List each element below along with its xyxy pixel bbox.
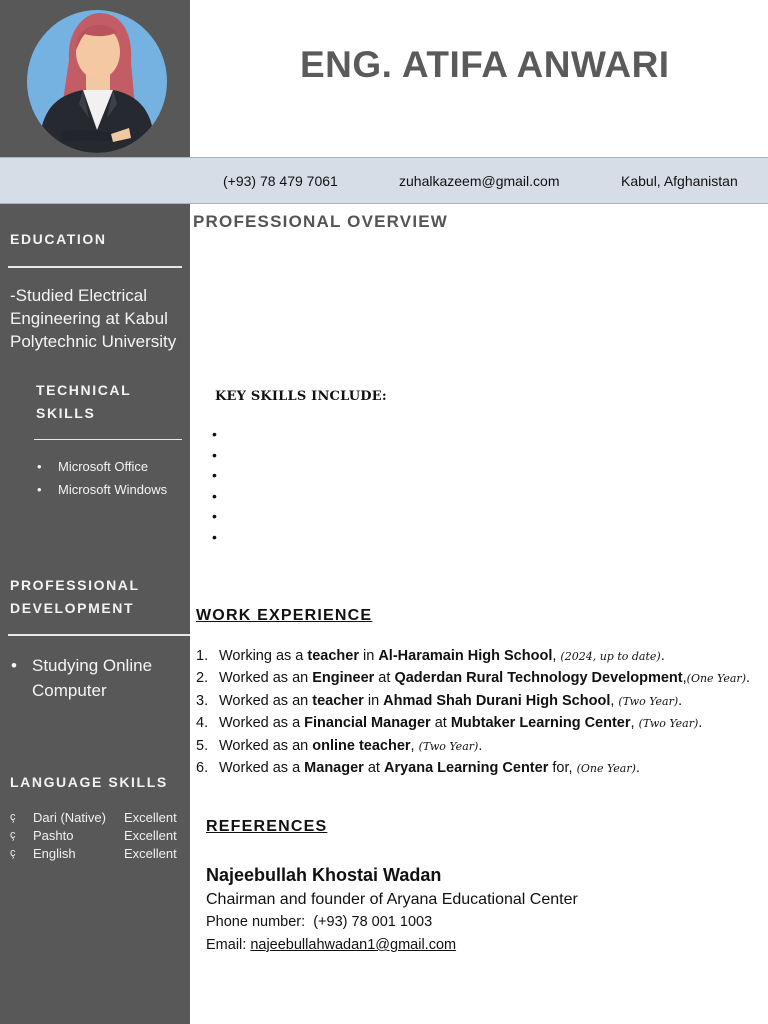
work-item: 3. Worked as an teacher in Ahmad Shah Durani High School, (Two Year). <box>196 692 683 709</box>
contact-location: Kabul, Afghanistan <box>621 173 738 189</box>
list-item: • <box>212 528 217 545</box>
language-row: ç Pashto Excellent <box>10 828 177 843</box>
education-divider <box>8 266 182 268</box>
contact-email[interactable]: zuhalkazeem@gmail.com <box>399 173 560 189</box>
professional-development-heading: PROFESSIONAL DEVELOPMENT <box>10 577 140 616</box>
profile-avatar <box>27 10 167 153</box>
work-item: 6. Worked as a Manager at Aryana Learning Center for, (One Year). <box>196 759 640 776</box>
resume-name: ENG. ATIFA ANWARI <box>300 44 670 85</box>
list-item: • <box>212 467 217 484</box>
education-text: -Studied Electrical Engineering at Kabul Polytechnic University <box>10 286 177 351</box>
language-row: ç English Excellent <box>10 846 177 861</box>
reference-email-link[interactable]: najeebullahwadan1@gmail.com <box>250 937 457 953</box>
professional-overview-heading: PROFESSIONAL OVERVIEW <box>193 212 449 231</box>
reference-role: Chairman and founder of Aryana Educational Center <box>206 891 578 908</box>
education-heading: EDUCATION <box>10 231 107 247</box>
key-skills-list <box>212 424 217 548</box>
work-experience-heading: WORK EXPERIENCE <box>196 607 373 624</box>
reference-email: Email: najeebullahwadan1@gmail.com <box>206 937 457 953</box>
list-item: • <box>212 446 217 463</box>
work-item: 4. Worked as a Financial Manager at Mubtaker Learning Center, (Two Year). <box>196 715 703 732</box>
list-item: • <box>212 508 217 525</box>
technical-skills-heading: TECHNICAL SKILLS <box>36 382 132 421</box>
reference-phone: Phone number: (+93) 78 001 1003 <box>206 914 433 930</box>
technical-skills-divider <box>34 439 182 440</box>
contact-phone: (+93) 78 479 7061 <box>223 173 338 189</box>
language-row: ç Dari (Native) Excellent <box>10 810 177 825</box>
key-skills-label: KEY SKILLS INCLUDE: <box>215 389 387 404</box>
list-item: • <box>212 487 217 504</box>
list-item: • Microsoft Windows <box>34 478 167 501</box>
technical-skills-list <box>34 455 167 501</box>
references-heading: REFERENCES <box>206 818 328 835</box>
language-skills-heading: LANGUAGE SKILLS <box>10 774 168 790</box>
work-experience-list <box>196 645 750 779</box>
list-item: • Microsoft Office <box>34 455 167 478</box>
work-item: 2. Worked as an Engineer at Qaderdan Rural Technology Development,(One Year). <box>196 670 751 687</box>
professional-development-list <box>8 653 152 703</box>
list-item: • Studying Online Computer <box>8 653 152 703</box>
professional-development-divider <box>8 634 190 636</box>
work-item: 1. Working as a teacher in Al-Haramain High School, (2024, up to date). <box>196 648 665 664</box>
contact-bar <box>0 157 768 204</box>
sidebar <box>0 0 190 1024</box>
reference-name: Najeebullah Khostai Wadan <box>206 865 442 885</box>
list-item: • <box>212 426 217 442</box>
work-item: 5. Worked as an online teacher, (Two Year). <box>196 737 483 754</box>
